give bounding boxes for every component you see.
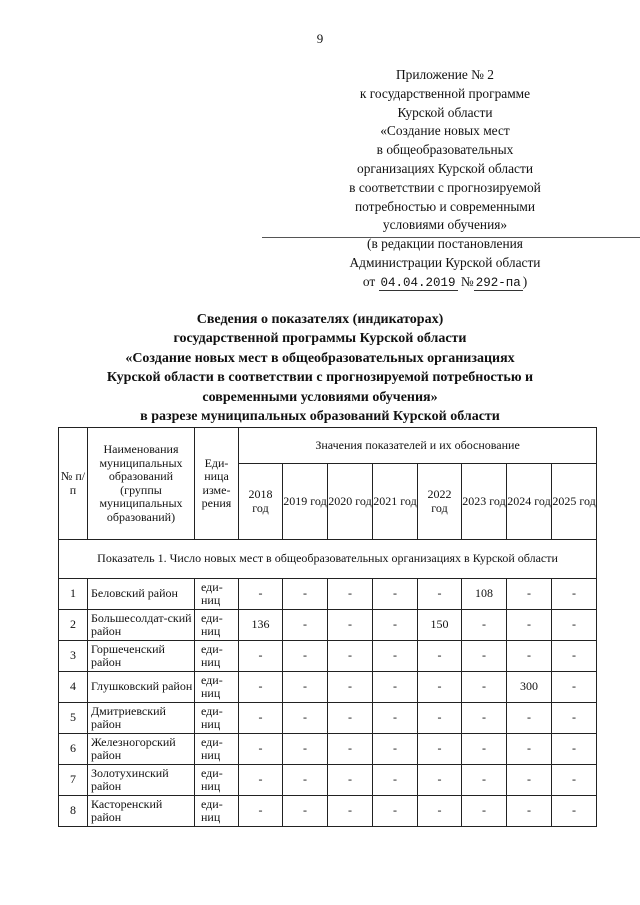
indicators-table: [58, 427, 597, 827]
value-cell: -: [418, 734, 462, 765]
value-cell: -: [552, 765, 597, 796]
value-cell: -: [373, 765, 418, 796]
document-heading: [0, 310, 640, 426]
value-cell: -: [373, 703, 418, 734]
appendix-line: к государственной программе: [359, 85, 531, 101]
row-number: 3: [59, 641, 88, 672]
value-cell: -: [283, 610, 328, 641]
heading-line: в разрезе муниципальных образований Курской области: [140, 409, 500, 425]
district-name: Железногорский район: [88, 734, 195, 765]
value-cell: -: [373, 796, 418, 827]
appendix-line: Курской области: [397, 104, 493, 120]
header-year: 2021 год: [373, 464, 418, 540]
unit-cell: еди-ниц: [195, 796, 239, 827]
heading-line: Курской области в соответствии с прогнозируемой потребностью и: [106, 370, 534, 386]
value-cell: -: [552, 641, 597, 672]
value-cell: 150: [418, 610, 462, 641]
value-cell: -: [373, 641, 418, 672]
unit-cell: еди-ниц: [195, 703, 239, 734]
heading-line: государственной программы Курской области: [173, 331, 467, 347]
divider-line: [262, 237, 640, 238]
value-cell: -: [373, 734, 418, 765]
value-cell: -: [418, 672, 462, 703]
table-row: [59, 703, 597, 734]
value-cell: -: [239, 703, 283, 734]
header-year: 2020 год: [328, 464, 373, 540]
value-cell: -: [552, 672, 597, 703]
value-cell: -: [239, 579, 283, 610]
row-number: 2: [59, 610, 88, 641]
value-cell: -: [462, 672, 507, 703]
unit-cell: еди-ниц: [195, 765, 239, 796]
date-prefix: от: [362, 273, 376, 289]
appendix-line: Приложение № 2: [395, 67, 495, 82]
district-name: Глушковский район: [88, 672, 195, 703]
value-cell: -: [239, 641, 283, 672]
district-name: Дмитриевский район: [88, 703, 195, 734]
appendix-line: условиями обучения»: [382, 217, 508, 233]
header-number: № п/п: [59, 428, 88, 540]
decree-number: 292-па: [475, 275, 521, 290]
value-cell: -: [239, 672, 283, 703]
number-prefix: №: [460, 273, 474, 289]
appendix-line: потребностью и современными: [354, 198, 536, 214]
page-number: 9: [316, 31, 324, 46]
district-name: Беловский район: [88, 579, 195, 610]
value-cell: 136: [239, 610, 283, 641]
value-cell: -: [283, 672, 328, 703]
table-row: [59, 579, 597, 610]
value-cell: -: [239, 796, 283, 827]
district-name: Касторенский район: [88, 796, 195, 827]
value-cell: -: [552, 796, 597, 827]
header-unit: Еди-ница изме-рения: [195, 428, 239, 540]
value-cell: -: [328, 734, 373, 765]
value-cell: -: [462, 765, 507, 796]
closing-paren: ): [522, 273, 528, 289]
value-cell: -: [418, 579, 462, 610]
table-row: [59, 610, 597, 641]
row-number: 7: [59, 765, 88, 796]
row-number: 5: [59, 703, 88, 734]
appendix-line: Администрации Курской области: [349, 254, 541, 270]
heading-line: современными условиями обучения»: [202, 389, 438, 405]
value-cell: -: [328, 672, 373, 703]
unit-cell: еди-ниц: [195, 734, 239, 765]
value-cell: -: [462, 796, 507, 827]
unit-cell: еди-ниц: [195, 672, 239, 703]
unit-cell: еди-ниц: [195, 641, 239, 672]
value-cell: -: [418, 796, 462, 827]
value-cell: -: [328, 610, 373, 641]
value-cell: -: [283, 765, 328, 796]
value-cell: -: [373, 672, 418, 703]
value-cell: -: [373, 610, 418, 641]
appendix-line: в соответствии с прогнозируемой: [349, 179, 541, 195]
table-row: [59, 734, 597, 765]
district-name: Большесолдат-ский район: [88, 610, 195, 641]
value-cell: -: [283, 641, 328, 672]
value-cell: -: [283, 734, 328, 765]
value-cell: -: [283, 796, 328, 827]
header-name: Наименования муниципальных образований (группы муниципальных образований): [88, 428, 195, 540]
row-number: 1: [59, 579, 88, 610]
value-cell: -: [507, 579, 552, 610]
value-cell: -: [462, 641, 507, 672]
unit-cell: еди-ниц: [195, 579, 239, 610]
table-row: [59, 672, 597, 703]
appendix-line: в общеобразовательных: [376, 142, 514, 158]
value-cell: -: [507, 641, 552, 672]
value-cell: -: [373, 579, 418, 610]
table-row: [59, 796, 597, 827]
heading-line: «Создание новых мест в общеобразовательных организациях: [125, 350, 515, 366]
appendix-date-line: [320, 273, 570, 293]
value-cell: -: [507, 796, 552, 827]
value-cell: -: [328, 703, 373, 734]
value-cell: -: [328, 641, 373, 672]
value-cell: -: [283, 703, 328, 734]
row-number: 4: [59, 672, 88, 703]
value-cell: -: [507, 703, 552, 734]
value-cell: -: [507, 734, 552, 765]
district-name: Золотухинский район: [88, 765, 195, 796]
appendix-line: организациях Курской области: [357, 160, 533, 176]
header-year: 2025 год: [552, 464, 597, 540]
unit-cell: еди-ниц: [195, 610, 239, 641]
appendix-line: «Создание новых мест: [380, 123, 510, 139]
value-cell: -: [418, 703, 462, 734]
value-cell: -: [462, 734, 507, 765]
table-row: [59, 641, 597, 672]
value-cell: -: [552, 610, 597, 641]
header-values: Значения показателей и их обоснование: [239, 428, 597, 464]
heading-line: Сведения о показателях (индикаторах): [196, 312, 444, 327]
decree-date: 04.04.2019: [380, 275, 456, 290]
value-cell: -: [418, 641, 462, 672]
value-cell: -: [507, 610, 552, 641]
value-cell: -: [418, 765, 462, 796]
value-cell: -: [552, 579, 597, 610]
value-cell: -: [239, 734, 283, 765]
value-cell: -: [462, 610, 507, 641]
row-number: 6: [59, 734, 88, 765]
appendix-line: (в редакции постановления: [367, 236, 523, 252]
header-year: 2019 год: [283, 464, 328, 540]
header-year: 2023 год: [462, 464, 507, 540]
header-year: 2024 год: [507, 464, 552, 540]
value-cell: -: [239, 765, 283, 796]
row-number: 8: [59, 796, 88, 827]
district-name: Горшеченский район: [88, 641, 195, 672]
appendix-block: [320, 66, 570, 293]
value-cell: 108: [462, 579, 507, 610]
value-cell: -: [552, 734, 597, 765]
value-cell: 300: [507, 672, 552, 703]
value-cell: -: [328, 796, 373, 827]
indicator-title: Показатель 1. Число новых мест в общеобразовательных организациях в Курской области: [59, 540, 597, 579]
value-cell: -: [328, 579, 373, 610]
table-row: [59, 765, 597, 796]
header-year: 2018 год: [239, 464, 283, 540]
value-cell: -: [283, 579, 328, 610]
value-cell: -: [328, 765, 373, 796]
header-year: 2022 год: [418, 464, 462, 540]
value-cell: -: [507, 765, 552, 796]
value-cell: -: [552, 703, 597, 734]
value-cell: -: [462, 703, 507, 734]
